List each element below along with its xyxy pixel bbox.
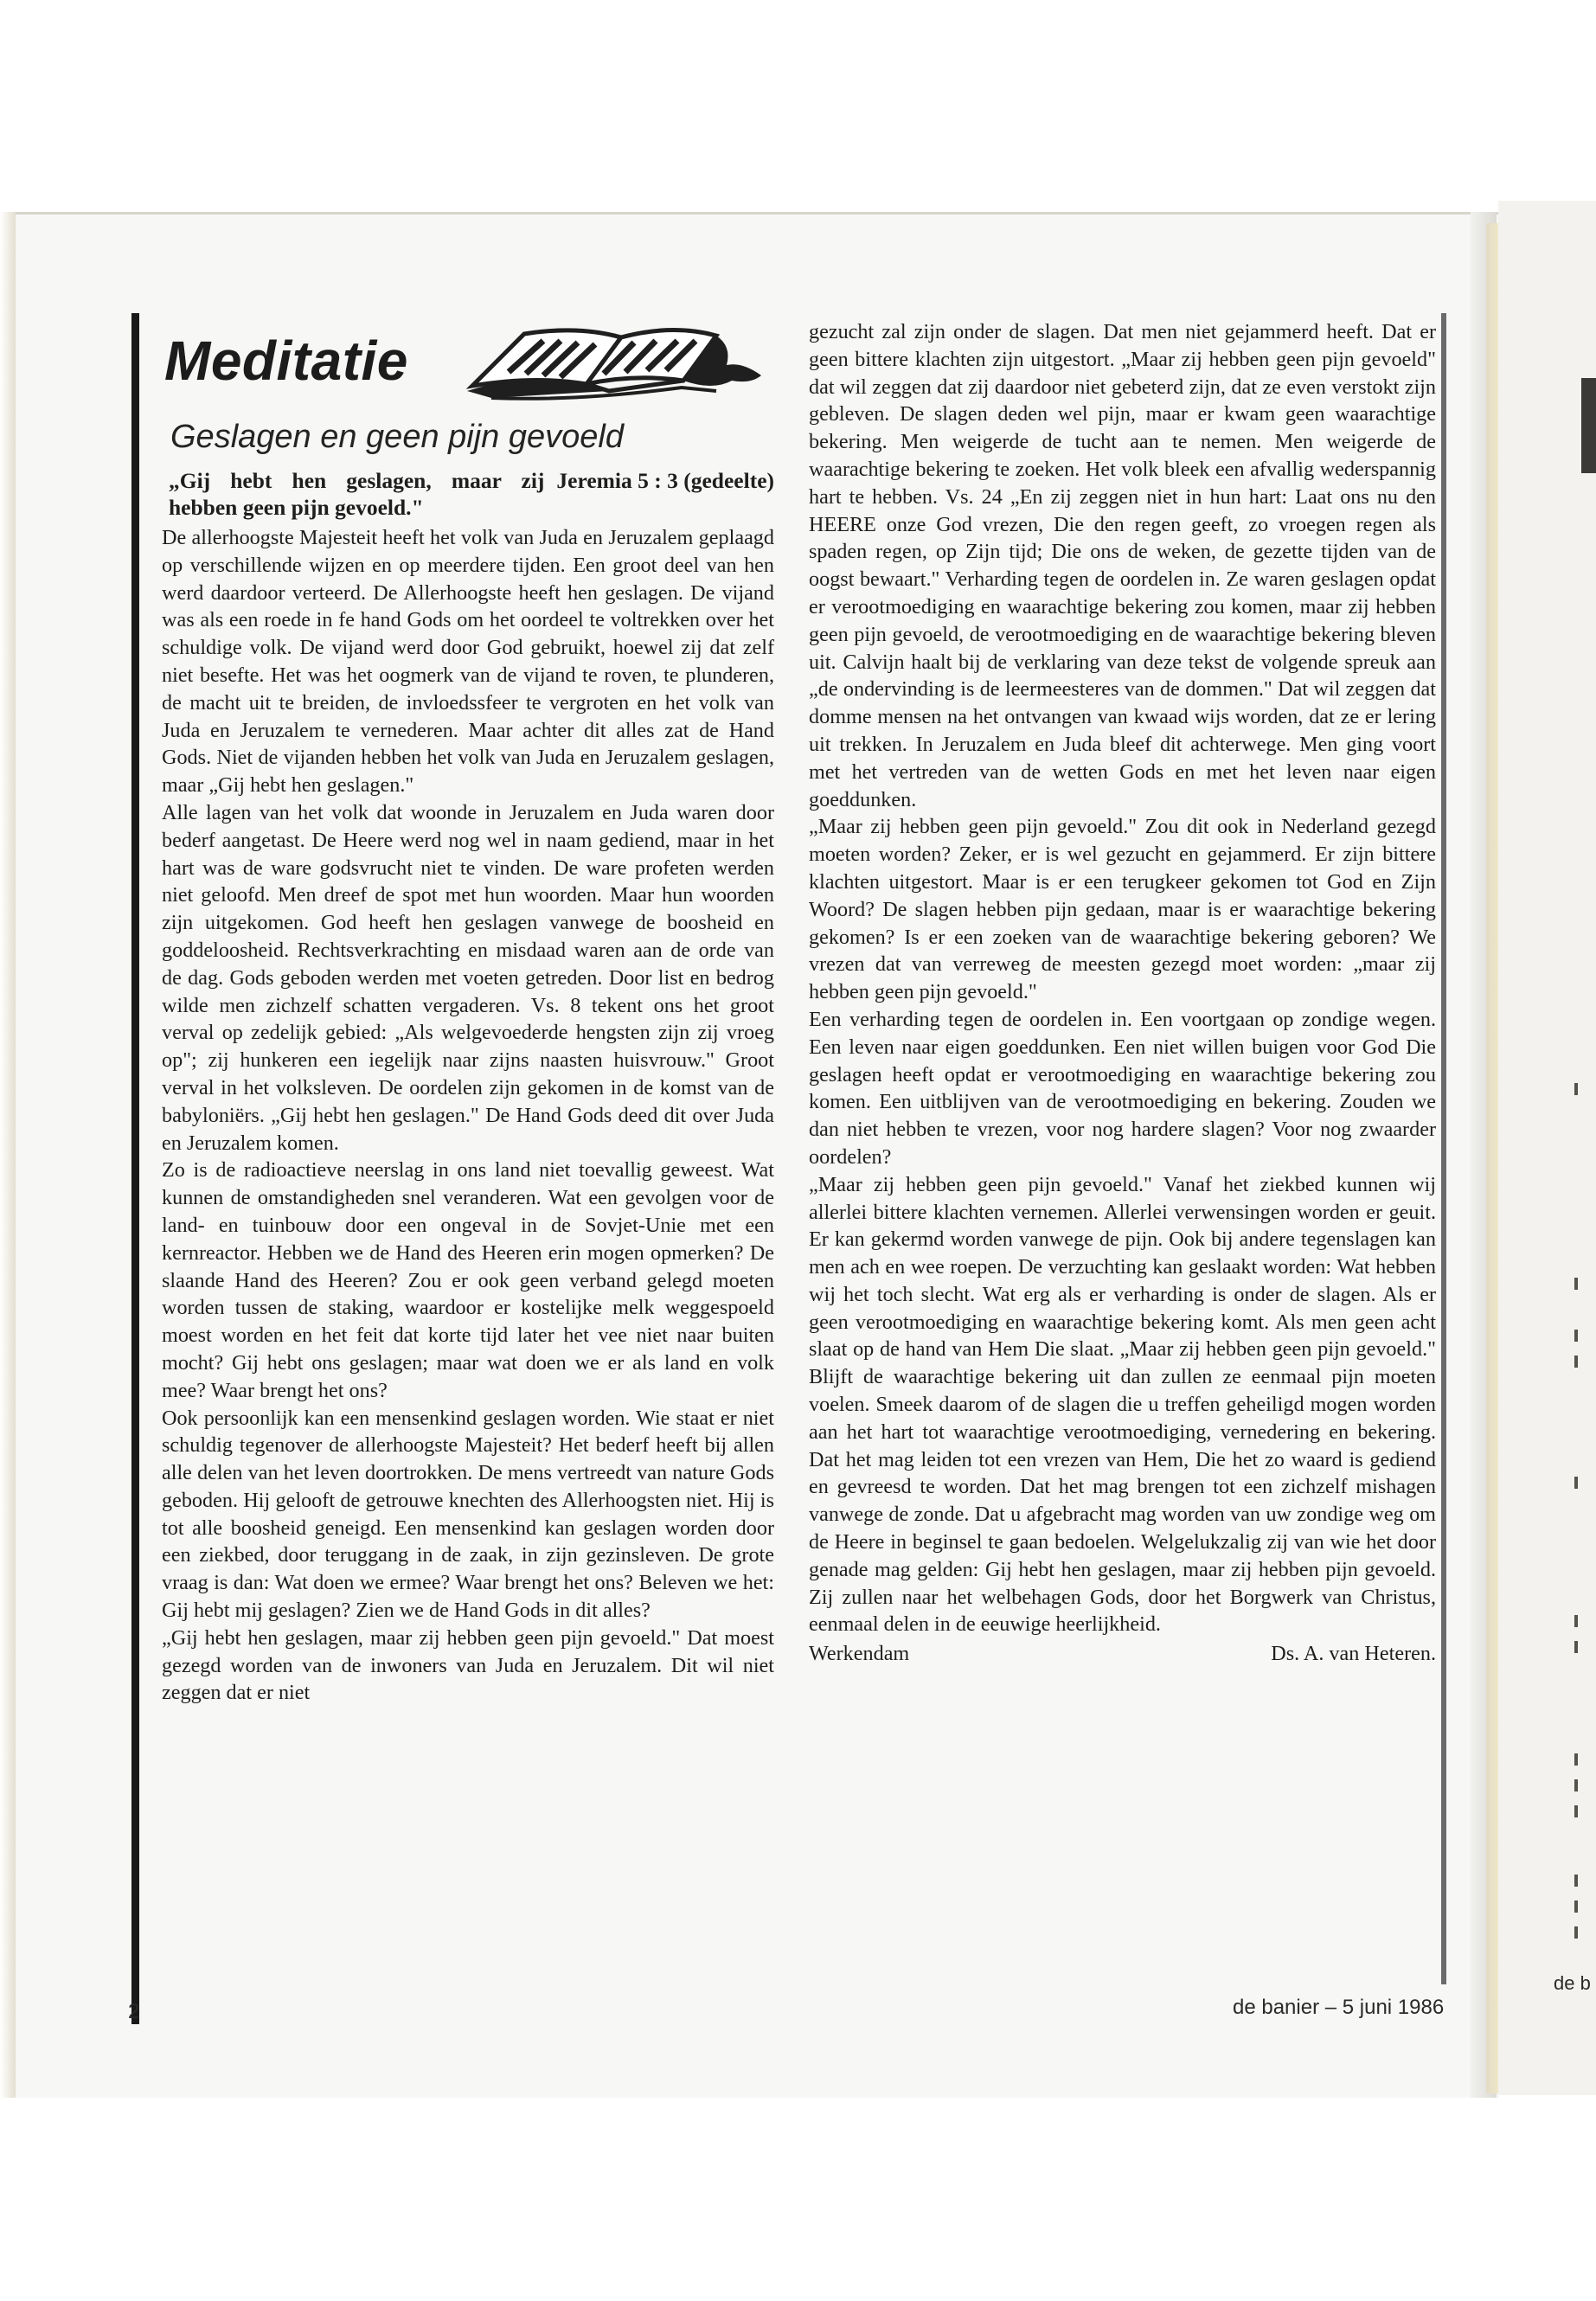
adjacent-page-strip (1498, 201, 1596, 2095)
adjacent-page-initial (1581, 378, 1596, 473)
signature-line (809, 1640, 1436, 1668)
adjacent-page-text-fragment (1574, 1330, 1578, 1342)
page-number: 2 (128, 2000, 140, 2023)
adjacent-page-text-fragment (1574, 1779, 1578, 1791)
paragraph: Zo is de radioactieve neerslag in ons land niet toevallig geweest. Wat kunnen de omstandigheden snel veranderen. Wat een gevolgen voor de land- en tuinbouw door een ongeval in de Sovjet-Unie met een kernreactor. Hebben we de Hand des Heeren erin mogen opmerken? De slaande Hand des Heeren? Zou er ook geen verband gelegd moeten worden tussen de staking, waardoor er kostelijke melk weggespoeld moest worden en het feit dat korte tijd later het vee niet naar buiten mocht? Gij hebt ons geslagen; maar wat doen we er als land en volk mee? Waar brengt het ons? (162, 1158, 774, 1402)
paragraph: Alle lagen van het volk dat woonde in Jeruzalem en Juda waren door bederf aangetast. De Heere werd nog wel in naam gediend, maar in het hart was de ware godsvrucht niet te vinden. De ware profeten werden niet geloofd. Men dreef de spot met hun woorden. Maar hun woorden zijn uitgekomen. God heeft hen geslagen vanwege de boosheid en goddeloosheid. Rechtsverkrachting en misdaad waren aan de orde van de dag. Gods geboden werden met voeten getreden. Door list en bedrog wilde men zichzelf schatten vergaderen. Vs. 8 tekent ons het groot verval op zedelijk gebied: „Als welgevoederde hengsten zijn zij vroeg op"; zij hunkeren een iegelijk naar zijns naasten huisvrouw." Groot verval in het volksleven. De oordelen zijn gekomen in de komst van de babyloniërs. „Gij hebt hen geslagen." De Hand Gods deed dit over Juda en Jeruzalem komen. (162, 800, 774, 1155)
adjacent-page-text-fragment (1574, 1805, 1578, 1817)
book-binding-edge (1486, 223, 1498, 2093)
article-left-rule (131, 313, 139, 2024)
adjacent-page-text-fragment (1574, 1641, 1578, 1653)
paragraph: gezucht zal zijn onder de slagen. Dat men niet gejammerd heeft. Dat er geen bittere klachten zijn uitgestort. „Maar zij hebben geen pijn gevoeld" dat wil zeggen dat zij daardoor niet gebeterd zijn, dat ze even verstokt zijn gebleven. De slagen deden wel pijn, maar er kwam geen waarachtige bekering. Men weigerde de tucht aan te nemen. Men weigerde de waarachtige bekering te zoeken. Het volk bleek een afvallig wederspannig hart te hebben. Vs. 24 „En zij zeggen niet in hun hart: Laat ons nu den HEERE onze God vrezen, Die den regen geeft, zo vroegen regen als spaden regen, op Zijn tijd; Die ons de weken, de gezette tijden van de oogst bewaart." Verharding tegen de oordelen in. Ze waren geslagen opdat er verootmoediging en waarachtige bekering zou komen, maar zij hebben geen pijn gevoeld, de verootmoediging en de waarachtige bekering bleven uit. Calvijn haalt bij de verklaring van deze tekst de volgende spreuk aan „de ondervinding is de leermeesteres van de dommen." Dat wil zeggen dat domme mensen na het ontvangen van kwaad wijs worden, dat ze er lering uit trekken. In Jeruzalem en Juda bleef dit achterwege. Men ging voort met het vertreden van de wetten Gods en met het leven naar eigen goeddunken. (809, 320, 1436, 811)
running-footer: de banier – 5 juni 1986 (1233, 1996, 1445, 2019)
signature-place: Werkendam (809, 1642, 910, 1666)
paragraph: „Gij hebt hen geslagen, maar zij hebben geen pijn gevoeld." Dat moest gezegd worden van de inwoners van Juda en Jeruzalem. Dit wil niet zeggen dat er niet (162, 1625, 774, 1705)
adjacent-page-running-head: de b (1554, 1972, 1591, 1994)
paragraph: Een verharding tegen de oordelen in. Een voortgaan op zondige wegen. Een leven naar eigen goeddunken. Een niet willen buigen voor God Die geslagen heeft opdat er verootmoediging en waarachtige bekering zou komen. Een uitblijven van de verootmoediging en bekering. Zouden we dan niet hebben te vrezen, voor nog hardere slagen? Voor nog zwaarder oordelen? (809, 1007, 1436, 1169)
signature-author: Ds. A. van Heteren. (1271, 1642, 1436, 1666)
adjacent-page-text-fragment (1574, 1926, 1578, 1939)
adjacent-page-text-fragment (1574, 1278, 1578, 1290)
scripture-reference: Jeremia 5 : 3 (gedeelte) (556, 468, 774, 493)
article-column-right (809, 318, 1436, 1668)
scripture-quote-block (169, 467, 774, 521)
article-title: Geslagen en geen pijn gevoeld (170, 419, 624, 455)
adjacent-page-text-fragment (1574, 1615, 1578, 1627)
adjacent-page-text-fragment (1574, 1477, 1578, 1489)
adjacent-page-text-fragment (1574, 1753, 1578, 1766)
adjacent-page-text-fragment (1574, 1083, 1578, 1095)
article-right-rule (1441, 313, 1446, 1984)
article-column-left (162, 467, 774, 1707)
adjacent-page-text-fragment (1574, 1900, 1578, 1913)
paragraph: De allerhoogste Majesteit heeft het volk van Juda en Jeruzalem geplaagd op verschillende wijzen en op meerdere tijden. Een groot deel van hen werd daardoor verteerd. De Allerhoogste heeft hen geslagen. De vijand was als een roede in fe hand Gods om het oordeel te voltrekken over het schuldige volk. De vijand werd door God gebruikt, hoewel zij dat zelf niet besefte. Het was het oogmerk van de vijand te roven, te plunderen, de macht uit te breiden, de invloedssfeer te vergroten en het volk van Juda en Jeruzalem te vernederen. Maar achter dit alles zat de Hand Gods. Niet de vijanden hebben het volk van Juda en Jeruzalem geslagen, maar „Gij hebt hen geslagen." (162, 526, 774, 798)
open-bible-icon (457, 311, 775, 408)
paragraph: Ook persoonlijk kan een mensenkind geslagen worden. Wie staat er niet schuldig tegenover de allerhoogste Majesteit? Het bederf heeft bij allen alle delen van het leven doortrokken. De mens vertreedt van nature Gods geboden. Hij gelooft de getrouwe knechten des Allerhoogsten niet. Hij is tot alle boosheid geneigd. Een mensenkind kan geslagen worden door een ziekbed, door teruggang in de zaak, in zijn gezinsleven. De grote vraag is dan: Wat doen we ermee? Waar brengt het ons? Beleven we het: Gij hebt mij geslagen? Zien we de Hand Gods in dit alles? (162, 1406, 774, 1623)
adjacent-page-text-fragment (1574, 1875, 1578, 1887)
paragraph: „Maar zij hebben geen pijn gevoeld." Zou dit ook in Nederland gezegd moeten worden? Zeker, er is wel gezucht en gejammerd. Er zijn bittere klachten uitgestort. Maar is er een terugkeer gekomen tot God en Zijn Woord? De slagen hebben pijn gedaan, maar is er waarachtige bekering gekomen? Is er een zoeken van de waarachtige bekering geboren? We vrezen dat van verreweg de meesten gezegd moet worden: „maar zij hebben geen pijn gevoeld." (809, 815, 1436, 1004)
scripture-quote: „Gij hebt hen geslagen, maar zij hebben geen pijn gevoeld." (169, 468, 545, 520)
paragraph: „Maar zij hebben geen pijn gevoeld." Vanaf het ziekbed kunnen wij allerlei bittere klachten vernemen. Allerlei verwensingen worden er geuit. Er kan gekermd worden vanwege de pijn. Ook bij andere tegenslagen kan men ach en wee roepen. De verzuchting kan geslaakt worden: Wat hebben wij het toch slecht. Wat erg als er verharding is onder de slagen. Als er geen verootmoediging en waarachtige bekering komt. Als men geen acht slaat op de hand van Hem Die slaat. „Maar zij hebben geen pijn gevoeld." Blijft de waarachtige bekering uit dan zullen ze eenmaal pijn moeten voelen. Smeek daarom of de slagen die u treffen geheiligd mogen worden aan het hart tot waarachtige verootmoediging, vernedering en bekering. Dat het mag leiden tot een vrezen van Hem, Die het zo waard is gediend en gevreesd te worden. Dat het mag brengen tot een zichzelf mishagen vanwege de zonde. Dat u afgebracht mag worden van uw zondige weg om de Heere in beginsel te gaan bedoelen. Welgelukzalig zij van wie het door genade mag gelden: Gij hebt hen geslagen, maar zij hebben pijn gevoeld. Zij zullen naar het welbehagen Gods, door het Borgwerk van Christus, eenmaal delen in de eeuwige heerlijkheid. (809, 1172, 1436, 1637)
adjacent-page-text-fragment (1574, 1356, 1578, 1368)
section-masthead: Meditatie (164, 330, 408, 392)
